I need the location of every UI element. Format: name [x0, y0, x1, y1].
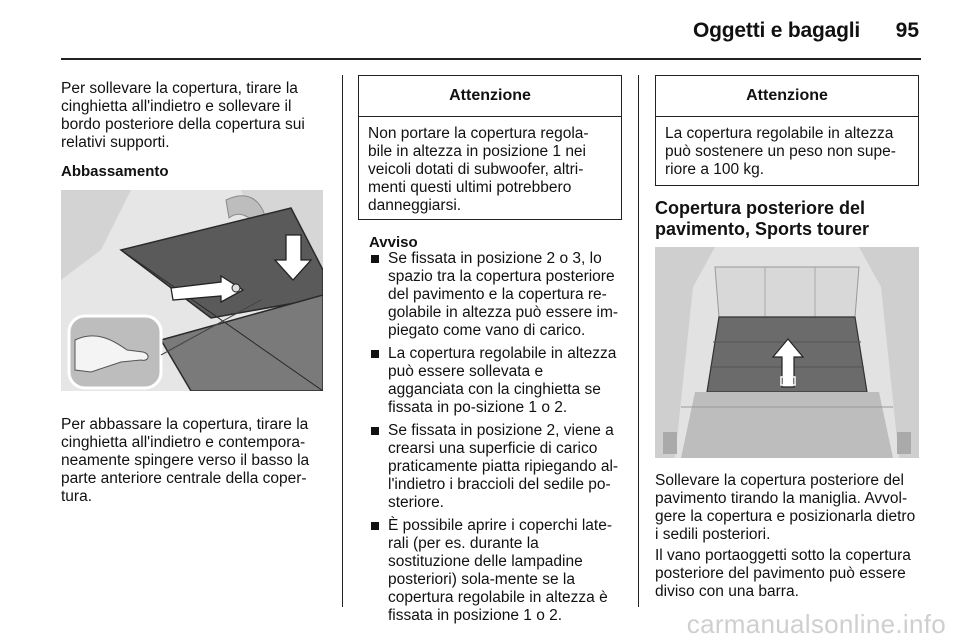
bullet-square-icon	[371, 255, 379, 263]
page-header-title: Oggetti e bagagli	[693, 19, 860, 42]
list-item	[369, 422, 622, 512]
bullet-square-icon	[371, 350, 379, 358]
list-item	[369, 345, 622, 417]
right-paragraph-2: Il vano portaoggetti sotto la copertura posteriore del pavimento può essere diviso con una barra.	[655, 547, 911, 600]
note-label: Avviso	[369, 234, 418, 251]
list-item-text: La copertura regolabile in altezza può essere sollevata e agganciata con la cinghietta se fissata in po-sizione 1 o 2.	[388, 345, 617, 416]
header-rule	[61, 58, 921, 60]
warning-box-1	[358, 75, 622, 220]
list-item	[369, 517, 622, 625]
bullet-square-icon	[371, 522, 379, 530]
page-number: 95	[895, 19, 919, 42]
warning-box-1-title: Attenzione	[359, 76, 621, 117]
warning-box-2	[655, 75, 919, 186]
watermark-text: carmanualsonline.info	[686, 609, 946, 639]
right-paragraph-1: Sollevare la copertura posteriore del pavimento tirando la maniglia. Avvol-gere la copertura e posizionarla dietro i sedili posteriori.	[655, 472, 916, 543]
bullet-square-icon	[371, 427, 379, 435]
illustration-floor-cover	[655, 247, 919, 458]
section-title: Copertura posteriore del pavimento, Sports tourer	[655, 198, 870, 239]
left-subheading: Abbassamento	[61, 163, 169, 180]
list-item-text: Se fissata in posizione 2 o 3, lo spazio tra la copertura posteriore del pavimento e la copertura re-golabile in altezza può essere im-piegato come vano di carico.	[388, 250, 619, 339]
warning-box-2-text: La copertura regolabile in altezza può sostenere un peso non supe-riore a 100 kg.	[665, 125, 896, 178]
list-item-text: Se fissata in posizione 2, viene a crearsi una superficie di carico praticamente piatta ripiegando al-l'indietro i braccioli del sedile po-steriore.	[388, 422, 619, 511]
warning-box-1-text: Non portare la copertura regola-bile in altezza in posizione 1 nei veicoli dotati di subwoofer, altri-menti questi ultimi potrebbero danneggiarsi.	[368, 125, 589, 214]
column-divider-2	[638, 75, 639, 607]
left-paragraph-2: Per abbassare la copertura, tirare la cinghietta all'indietro e contempora-neamente spingere verso il basso la parte anteriore centrale della coper-tura.	[61, 416, 310, 505]
warning-box-2-title: Attenzione	[656, 76, 918, 117]
list-item	[369, 250, 622, 340]
list-item-text: È possibile aprire i coperchi late-rali (per es. durante la sostituzione delle lampadine posteriori) sola-mente se la copertura regolabile in altezza è fissata in posizione 1 o 2.	[388, 517, 612, 624]
left-paragraph-1: Per sollevare la copertura, tirare la cinghietta all'indietro e sollevare il bordo posteriore della copertura sui relativi supporti.	[61, 80, 305, 151]
note-bullet-list	[369, 250, 622, 630]
illustration-lowering-cover	[61, 190, 323, 391]
column-divider-1	[342, 75, 343, 607]
